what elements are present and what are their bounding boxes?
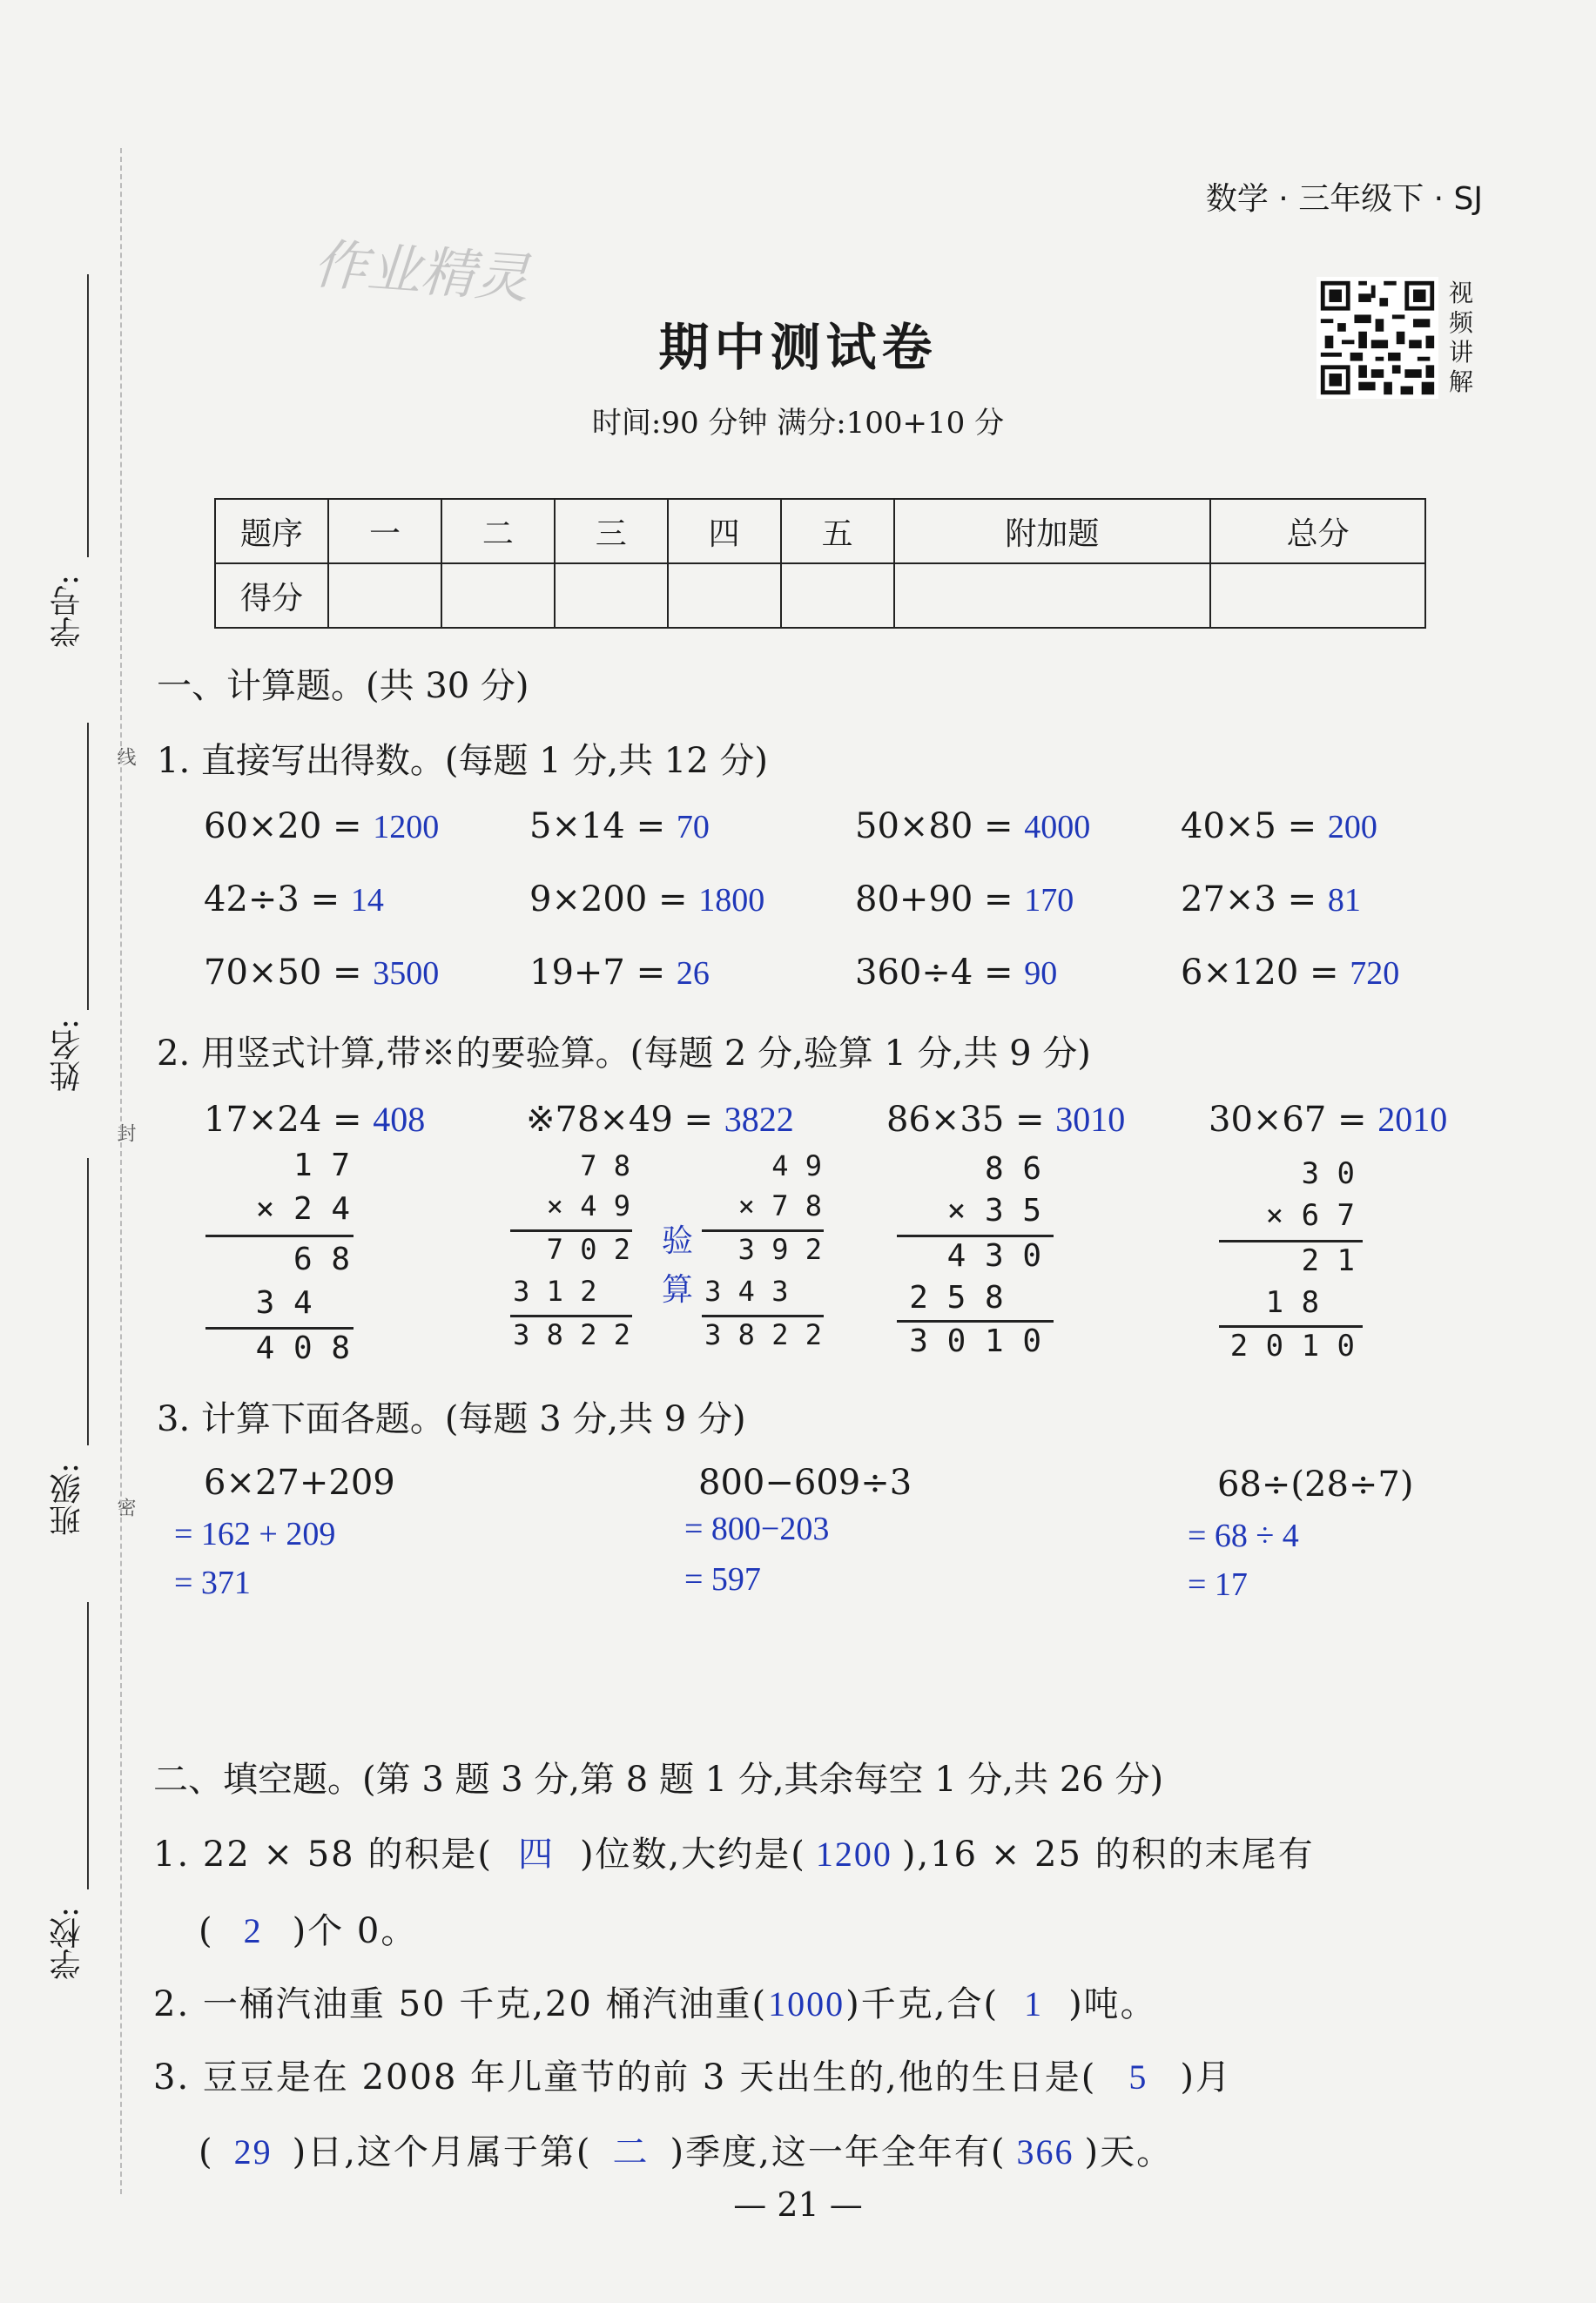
answer[interactable]: 720: [1350, 955, 1400, 992]
expr: 80+90 =: [855, 879, 1013, 919]
blank[interactable]: 5: [1128, 2057, 1148, 2097]
calc-row: 2 1: [1265, 1243, 1355, 1278]
expr: 50×80 =: [855, 806, 1013, 846]
mixed-calc-expr: 6×27+209: [204, 1463, 395, 1503]
calc-rule: [510, 1229, 632, 1232]
score-field[interactable]: [894, 563, 1211, 628]
calc-row: × 7 8: [737, 1189, 822, 1222]
margin-line-mark: 线: [114, 747, 136, 766]
calc-row: 3 0 1 0: [909, 1323, 1041, 1359]
page-title: 期中测试卷: [658, 318, 938, 377]
answer[interactable]: 1800: [698, 882, 765, 919]
blank[interactable]: 二: [612, 2132, 650, 2172]
oral-calc-item: [855, 806, 1090, 846]
answer[interactable]: 4000: [1024, 809, 1091, 845]
expr: 19+7 =: [529, 953, 666, 993]
table-cell: 二: [441, 499, 555, 563]
calc-step[interactable]: = 162 + 209: [174, 1516, 336, 1552]
class-label: 班级:: [50, 1463, 85, 1537]
expr: 70×50 =: [204, 953, 362, 993]
calc-rule: [702, 1315, 824, 1317]
oral-calc-item: [1181, 806, 1377, 846]
expr: 9×200 =: [529, 879, 688, 919]
calc-step[interactable]: = 597: [684, 1561, 761, 1598]
oral-calc-item: [204, 953, 439, 993]
expr: 60×20 =: [204, 806, 362, 846]
calc-rule: [205, 1235, 354, 1237]
vertical-calc-2: [510, 1149, 641, 1376]
student-no-label: 学号:: [50, 575, 85, 649]
margin-line: [87, 274, 89, 557]
margin-dense-mark: 密: [114, 1498, 136, 1517]
oral-calc-item: [529, 953, 710, 993]
calc-rule: [1219, 1240, 1363, 1242]
mixed-calc-expr: 68÷(28÷7): [1217, 1465, 1414, 1505]
calc-row: 3 1 2: [513, 1275, 630, 1308]
answer[interactable]: 170: [1024, 882, 1074, 919]
calc-rule: [702, 1229, 824, 1232]
blank[interactable]: 1200: [815, 1835, 892, 1874]
blank[interactable]: 2: [243, 1911, 263, 1950]
answer[interactable]: 26: [676, 955, 710, 992]
calc-rule: [1219, 1325, 1363, 1328]
vertical-calc-expr: [526, 1099, 794, 1140]
expr: 360÷4 =: [855, 953, 1013, 993]
expr: ※78×49 =: [526, 1100, 714, 1140]
table-cell: 一: [328, 499, 441, 563]
watermark: 作业精灵: [311, 232, 531, 311]
calc-rule: [510, 1315, 632, 1317]
vertical-calc-4: [1219, 1156, 1367, 1383]
fill-q1-line1: 1. 22 × 58 的积是( 四 )位数,大约是( 1200 ),16 × 25 的积的末尾有: [153, 1827, 1315, 1876]
calc-row: 2 5 8: [909, 1280, 1041, 1316]
answer[interactable]: 408: [373, 1100, 426, 1139]
calc-step[interactable]: = 68 ÷ 4: [1188, 1518, 1299, 1554]
margin-line: [87, 1158, 89, 1445]
vertical-calc-expr: [1209, 1099, 1447, 1140]
calc-rule: [897, 1320, 1054, 1323]
score-table-score-row: [215, 563, 1425, 628]
score-field[interactable]: [328, 563, 441, 628]
answer[interactable]: 2010: [1377, 1100, 1448, 1139]
calc-rule: [205, 1327, 354, 1330]
answer[interactable]: 14: [350, 882, 384, 919]
video-explain-label: 视频讲解: [1449, 279, 1474, 396]
calc-row: 8 6: [946, 1151, 1041, 1187]
page-number: — 21 —: [733, 2185, 863, 2224]
calc-row: 4 0 8: [255, 1330, 350, 1366]
oral-calc-item: [1181, 953, 1399, 993]
answer[interactable]: 81: [1327, 882, 1361, 919]
calc-row: × 2 4: [255, 1191, 350, 1227]
oral-calc-item: [1181, 879, 1361, 919]
table-cell: 附加题: [894, 499, 1211, 563]
oral-calc-item: [204, 879, 384, 919]
calc-row: × 6 7: [1265, 1198, 1355, 1233]
fill-q3-line2: ( 29 )日,这个月属于第( 二 )季度,这一年全年有( 366 )天。: [199, 2125, 1173, 2174]
oral-calc-item: [855, 879, 1074, 919]
fill-q1-line2: ( 2 )个 0。: [199, 1911, 418, 1951]
calc-row: 3 8 2 2: [704, 1318, 822, 1351]
margin-line: [87, 1602, 89, 1889]
score-field[interactable]: [555, 563, 668, 628]
vertical-calc-1: [205, 1148, 362, 1374]
school-label: 学校:: [50, 1907, 85, 1981]
oral-calc-item: [529, 879, 764, 919]
table-cell: 三: [555, 499, 668, 563]
calc-row: 3 8 2 2: [513, 1318, 630, 1351]
calc-row: 4 9: [737, 1149, 822, 1182]
answer[interactable]: 200: [1327, 809, 1377, 845]
check-calc: [702, 1149, 832, 1376]
oral-calc-item: [204, 806, 439, 846]
fill-q2: 2. 一桶汽油重 50 千克,20 桶汽油重(1000)千克,合( 1 )吨。: [153, 1984, 1157, 2024]
q2-title: 2. 用竖式计算,带※的要验算。(每题 2 分,验算 1 分,共 9 分): [157, 1034, 1091, 1074]
expr: 5×14 =: [529, 806, 666, 846]
blank[interactable]: 四: [517, 1835, 555, 1874]
vertical-calc-expr: [886, 1099, 1125, 1140]
table-cell: 总分: [1210, 499, 1425, 563]
table-cell: 题序: [215, 499, 328, 563]
oral-calc-item: [855, 953, 1057, 993]
expr: 42÷3 =: [204, 879, 340, 919]
calc-step[interactable]: = 17: [1188, 1566, 1248, 1603]
expr: 30×67 =: [1209, 1100, 1367, 1140]
calc-row: 2 0 1 0: [1229, 1329, 1355, 1364]
calc-step[interactable]: = 800−203: [684, 1511, 830, 1547]
section1-title: 一、计算题。(共 30 分): [157, 666, 529, 706]
vertical-calc-expr: [204, 1099, 425, 1140]
q3-title: 3. 计算下面各题。(每题 3 分,共 9 分): [157, 1399, 746, 1439]
mixed-calc-expr: 800−609÷3: [698, 1463, 912, 1503]
answer[interactable]: 70: [676, 809, 710, 845]
expr: 40×5 =: [1181, 806, 1317, 846]
answer[interactable]: 3500: [373, 955, 440, 992]
calc-row: 3 9 2: [737, 1233, 822, 1266]
vertical-calc-3: [897, 1151, 1054, 1377]
calc-rule: [897, 1235, 1054, 1237]
answer[interactable]: 90: [1024, 955, 1058, 992]
blank[interactable]: 1: [1024, 1984, 1044, 2024]
blank[interactable]: 29: [233, 2132, 273, 2172]
calc-step[interactable]: = 371: [174, 1565, 251, 1601]
calc-row: × 4 9: [546, 1189, 630, 1222]
table-cell: 得分: [215, 563, 328, 628]
score-table: [214, 498, 1426, 629]
expr: 17×24 =: [204, 1100, 362, 1140]
calc-row: 3 0: [1265, 1156, 1355, 1191]
fill-q3-line1: 3. 豆豆是在 2008 年儿童节的前 3 天出生的,他的生日是( 5 )月: [153, 2057, 1232, 2098]
score-field[interactable]: [668, 563, 781, 628]
calc-row: × 3 5: [946, 1193, 1041, 1229]
calc-row: 3 4 3: [704, 1275, 822, 1308]
calc-row: 1 8: [1265, 1285, 1355, 1320]
table-cell: 四: [668, 499, 781, 563]
blank[interactable]: 366: [1016, 2132, 1074, 2172]
calc-row: 3 4: [255, 1285, 350, 1321]
calc-row: 4 3 0: [946, 1238, 1041, 1274]
blank[interactable]: 1000: [768, 1984, 845, 2024]
expr: 6×120 =: [1181, 953, 1339, 993]
expr: 27×3 =: [1181, 879, 1317, 919]
calc-row: 7 0 2: [513, 1233, 630, 1266]
answer[interactable]: 3010: [1055, 1100, 1126, 1139]
check-label: 验算: [662, 1223, 694, 1308]
answer[interactable]: 1200: [373, 809, 440, 845]
q1-title: 1. 直接写出得数。(每题 1 分,共 12 分): [157, 741, 769, 781]
calc-row: 6 8: [255, 1242, 350, 1277]
name-label: 姓名:: [50, 1019, 85, 1093]
score-field[interactable]: [1210, 563, 1425, 628]
exam-subtitle: 时间:90 分钟 满分:100+10 分: [591, 406, 1005, 441]
margin-seal-mark: 封: [114, 1123, 136, 1142]
answer[interactable]: 3822: [724, 1100, 794, 1139]
binding-dashed-line: [120, 148, 122, 2194]
page-header: 数学 · 三年级下 · SJ: [1205, 181, 1483, 217]
calc-row: 1 7: [255, 1148, 350, 1183]
score-field[interactable]: [781, 563, 894, 628]
calc-row: 7 8: [546, 1149, 630, 1182]
expr: 86×35 =: [886, 1100, 1045, 1140]
section2-title: 二、填空题。(第 3 题 3 分,第 8 题 1 分,其余每空 1 分,共 26 分): [153, 1760, 1164, 1800]
table-cell: 五: [781, 499, 894, 563]
score-table-header-row: [215, 499, 1425, 563]
score-field[interactable]: [441, 563, 555, 628]
oral-calc-item: [529, 806, 710, 846]
margin-line: [87, 723, 89, 1010]
qr-code-icon[interactable]: [1317, 277, 1438, 399]
